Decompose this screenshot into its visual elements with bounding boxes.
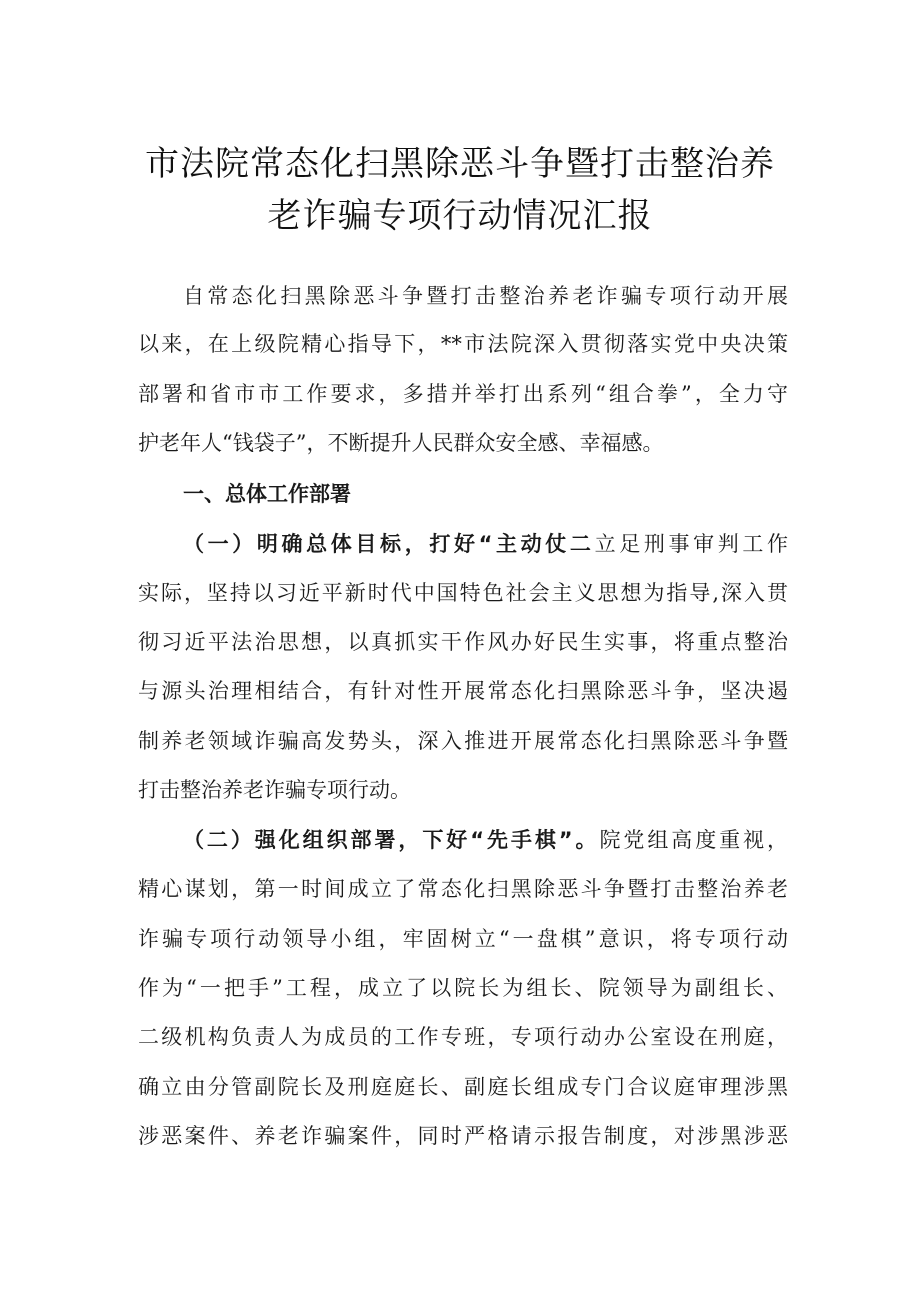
para2-first-rest: 院党组高度重视，	[599, 828, 788, 852]
para2-line-3: 诈骗专项行动领导小组，牢固树立“一盘棋”意识，将专项行动	[138, 927, 788, 951]
document-title-line-2: 老诈骗专项行动情况汇报	[267, 196, 653, 236]
para2-line-6: 确立由分管副院长及刑庭庭长、副庭长组成专门合议庭审理涉黑	[138, 1075, 788, 1099]
intro-line-1: 自常态化扫黑除恶斗争暨打击整治养老诈骗专项行动开展	[183, 284, 788, 308]
para1-line-3: 彻习近平法治思想，以真抓实干作风办好民生实事，将重点整治	[138, 630, 788, 654]
intro-line-3: 部署和省市市工作要求，多措并举打出系列“组合拳”，全力守	[138, 382, 788, 406]
para1-line-2: 实际，坚持以习近平新时代中国特色社会主义思想为指导,深入贯	[138, 581, 788, 605]
intro-line-4: 护老年人“钱袋子”，不断提升人民群众安全感、幸福感。	[138, 431, 664, 455]
para1-first-rest: 立足刑事审判工作	[594, 532, 788, 556]
para1-line-5: 制养老领域诈骗高发势头，深入推进开展常态化扫黑除恶斗争暨	[138, 729, 788, 753]
para1-line-6: 打击整治养老诈骗专项行动。	[138, 778, 411, 802]
para2-line-4: 作为“一把手”工程，成立了以院长为组长、院领导为副组长、	[138, 976, 788, 1000]
intro-line-2: 以来，在上级院精心指导下，**市法院深入贯彻落实党中央决策	[138, 332, 788, 356]
para2-bold-lead: （二）强化组织部署，下好“先手棋”。	[183, 828, 600, 852]
para1-line-4: 与源头治理相结合，有针对性开展常态化扫黑除恶斗争，坚决遏	[138, 679, 788, 703]
para2-line-1	[183, 826, 788, 854]
para1-line-1	[183, 530, 788, 558]
section-heading: 一、总体工作部署	[183, 482, 351, 506]
document-title-line-1: 市法院常态化扫黑除恶斗争暨打击整治养	[145, 144, 775, 184]
para2-line-5: 二级机构负责人为成员的工作专班，专项行动办公室设在刑庭，	[138, 1025, 788, 1049]
para2-line-2: 精心谋划，第一时间成立了常态化扫黑除恶斗争暨打击整治养老	[138, 877, 788, 901]
para1-bold-lead: （一）明确总体目标，打好“主动仗二	[183, 532, 595, 556]
para2-line-7: 涉恶案件、养老诈骗案件，同时严格请示报告制度，对涉黑涉恶	[138, 1124, 788, 1148]
